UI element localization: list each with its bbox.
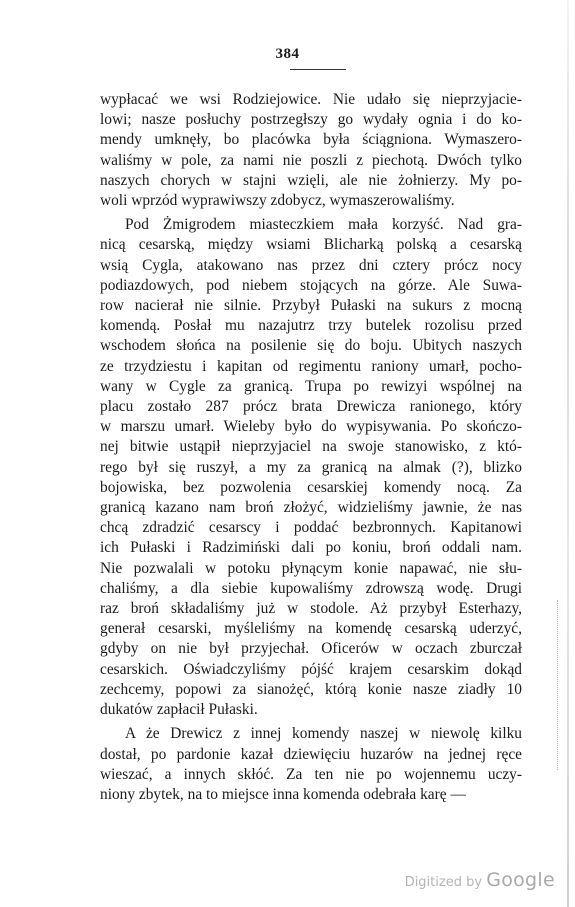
page-edge-dots bbox=[557, 600, 559, 770]
text-line: chcą zdradzić cesarscy i poddać bezbronnych. Kapitanowi bbox=[100, 519, 522, 537]
text-line: A że Drewicz z innej komendy naszej w niewolę kilku bbox=[125, 725, 522, 743]
paragraph bbox=[100, 215, 522, 720]
text-line: cesarskich. Oświadczyliśmy pójść krajem cesarskim dokąd bbox=[100, 660, 522, 678]
text-line: granicą kazano nam broń złożyć, widzieliśmy jawnie, że nas bbox=[100, 499, 522, 517]
header-rule bbox=[290, 69, 346, 70]
text-line: woli wprzód wyprawiwszy zdobycz, wymaszerowaliśmy. bbox=[100, 192, 455, 210]
text-line: Nie pozwalali w potoku płynącym konie napawać, nie słu- bbox=[100, 559, 522, 577]
text-line: podiazdowych, pod niebem stojących na górze. Ale Suwa- bbox=[100, 276, 522, 294]
text-line: wypłacać we wsi Rodziejowice. Nie udało się nieprzyjacie- bbox=[100, 91, 522, 108]
text-line: nicą cesarską, między wsiami Blicharką polską a cesarską bbox=[100, 236, 522, 254]
page-number: 384 bbox=[275, 46, 300, 62]
text-line: chaliśmy, a dla siebie kupowaliśmy zdrowszą wodę. Drugi bbox=[100, 579, 522, 597]
text-line: niony zbytek, na to miejsce inna komenda odebrała karę — bbox=[100, 785, 466, 803]
text-line: Pod Żmigrodem miasteczkiem mała korzyść. Nad gra- bbox=[125, 216, 522, 234]
text-line: mendy umknęły, bo placówka była ściągniona. Wymaszero- bbox=[100, 131, 522, 149]
body-text bbox=[100, 90, 522, 805]
text-line: rego był się ruszył, a my za granicą na almak (?), blizko bbox=[100, 458, 522, 476]
page-edge-shadow bbox=[567, 0, 569, 907]
text-line: wschodem słońca na posilenie się do boju. Ubitych naszych bbox=[100, 337, 522, 355]
text-line: komendą. Posłał mu nazajutrz trzy butelek rozolisu przed bbox=[100, 317, 522, 335]
text-line: raz broń składaliśmy już w stodole. Aż przybył Esterhazy, bbox=[100, 600, 522, 618]
text-line: row nacierał nie silnie. Przybył Pułaski na sukurs z mocną bbox=[100, 297, 522, 315]
text-line: naszych chorych w stajni wzięli, ale nie żołnierzy. My po- bbox=[100, 171, 522, 189]
text-line: w marszu umarł. Wieleby było do wypisywania. Po skończo- bbox=[100, 418, 522, 436]
text-line: ich Pułaski i Radzimiński dali po koniu, broń oddali nam. bbox=[100, 539, 522, 557]
text-line: placu zostało 287 prócz brata Drewicza ranionego, który bbox=[100, 398, 522, 416]
paragraph bbox=[100, 90, 522, 211]
text-line: bojowiska, bez pozwolenia cesarskiej komendy nocą. Za bbox=[100, 478, 522, 496]
text-line: lowi; nasze posłuchy postrzegłszy go wydały ognia i do ko- bbox=[100, 111, 522, 129]
watermark-prefix: Digitized by bbox=[404, 875, 483, 890]
text-line: wany w Cygle za granicą. Trupa po rewizyi wspólnej na bbox=[100, 377, 522, 395]
text-line: wsią Cygla, atakowano nas przez dni cztery prócz nocy bbox=[100, 256, 522, 274]
text-line: waliśmy w pole, za nami nie poszli z piechotą. Dwóch tylko bbox=[100, 151, 522, 169]
text-line: dukatów zapłacił Pułaski. bbox=[100, 701, 258, 719]
watermark-brand: Google bbox=[486, 869, 555, 891]
text-line: nej bitwie ustąpił nieprzyjaciel na swoje stanowisko, z któ- bbox=[100, 438, 522, 456]
text-line: zechcemy, popowi za sianożęć, którą konie nasze ziadły 10 bbox=[100, 680, 522, 698]
text-line: dostał, po pardonie kazał dziewięciu huzarów na jednej ręce bbox=[100, 745, 522, 763]
text-line: wieszać, a innych skłóć. Za ten nie po wojennemu uczy- bbox=[100, 765, 522, 783]
text-line: gdyby on nie był przyjechał. Oficerów w oczach zburczał bbox=[100, 640, 522, 658]
text-line: ze trzydziestu i kapitan od regimentu raniony umarł, pocho- bbox=[100, 357, 522, 375]
digitized-watermark bbox=[405, 869, 555, 891]
paragraph bbox=[100, 724, 522, 805]
text-line: generał cesarski, myśleliśmy na komendę cesarską uderzyć, bbox=[100, 620, 522, 638]
